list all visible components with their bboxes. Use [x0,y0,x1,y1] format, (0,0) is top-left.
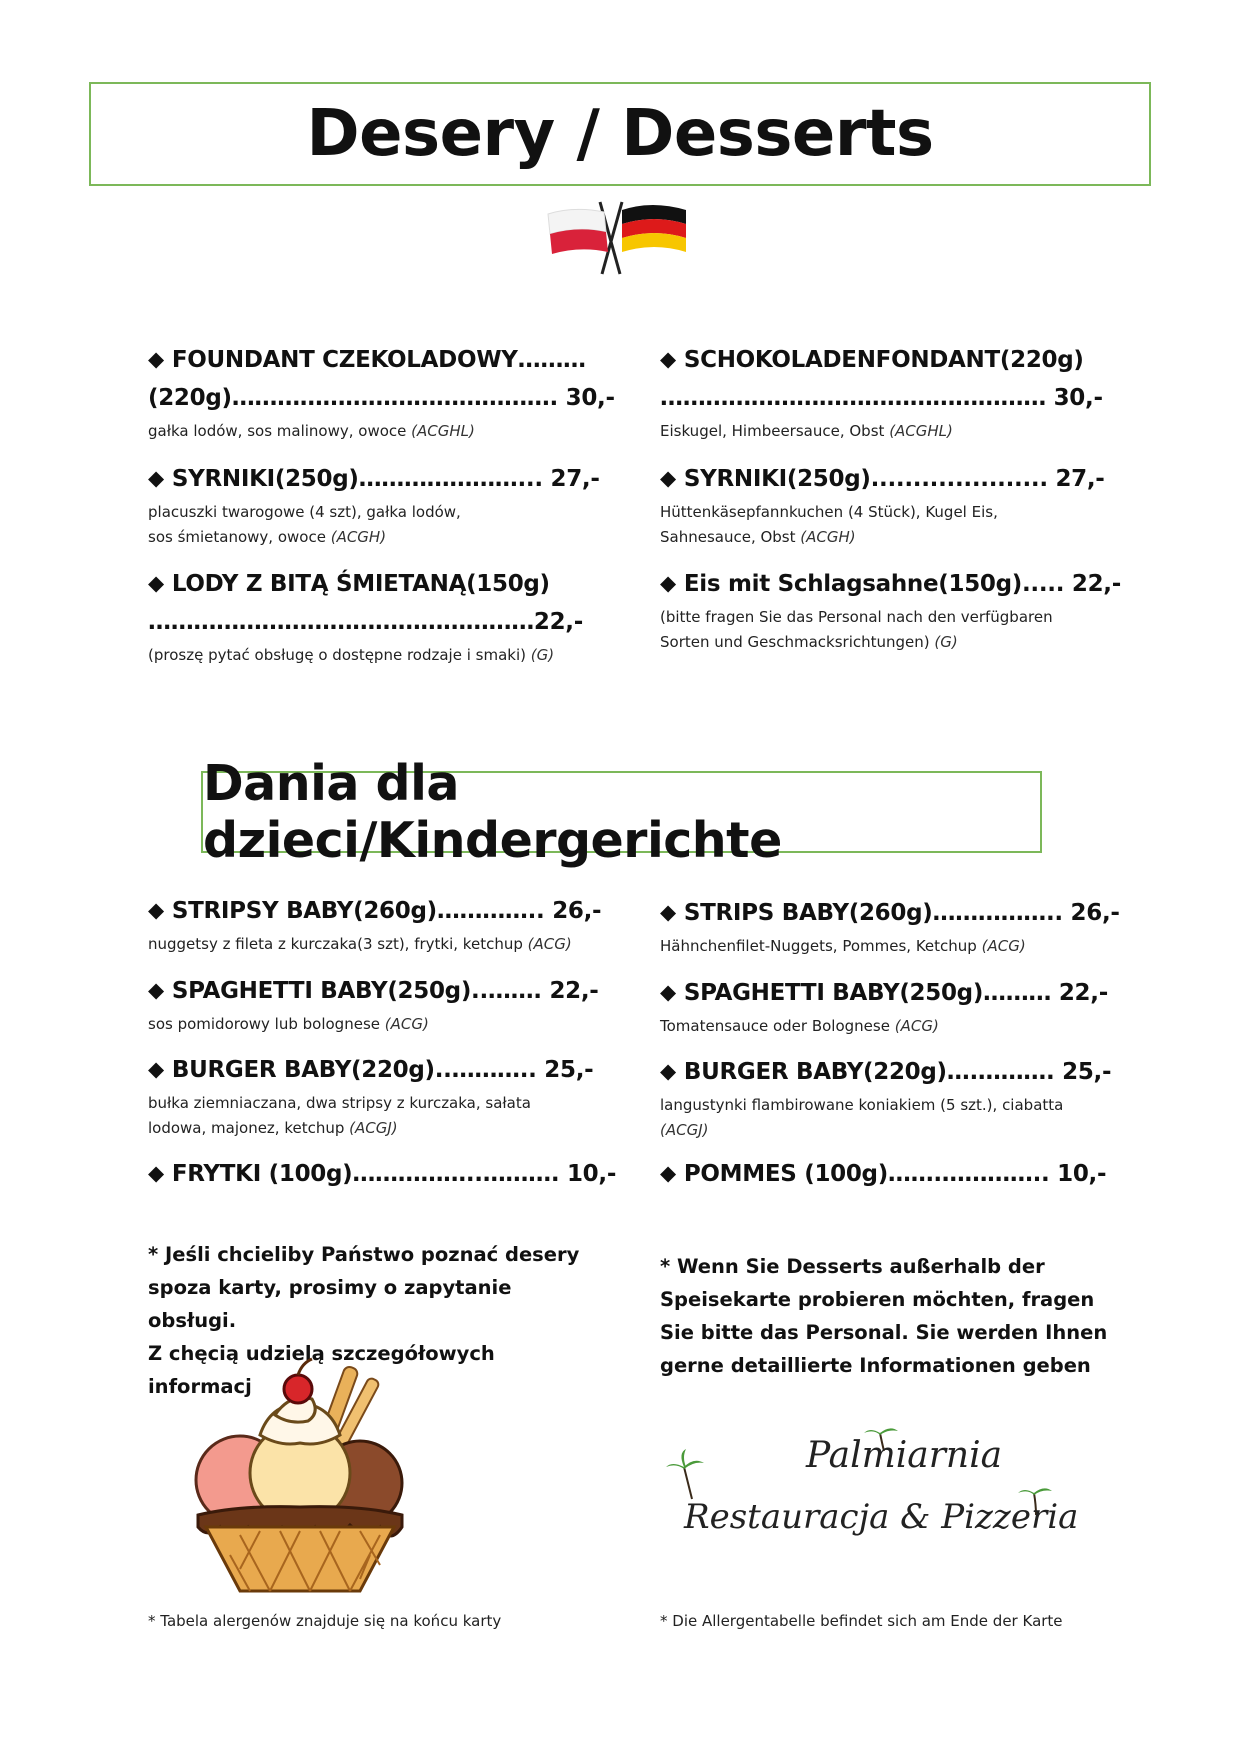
item-name: STRIPS BABY(260g)…………….. 26,- [683,900,1120,926]
menu-item [148,1155,618,1193]
item-allergens: (ACGHL) [889,422,953,440]
note-de [660,1250,1110,1382]
logo-line-2: Restauracja & Pizzeria [684,1497,1079,1537]
item-name: Eis mit Schlagsahne(150g)..... 22,- [683,571,1121,597]
note-line: Sie bitte das Personal. Sie werden Ihnen [660,1321,1108,1344]
menu-item [660,341,1130,444]
item-description: placuszki twarogowe (4 szt), gałka lodów, [148,503,461,521]
item-name: BURGER BABY(220g)….………. 25,- [683,1059,1112,1085]
item-name: SPAGHETTI BABY(250g)……… 22,- [683,980,1108,1006]
item-name: SYRNIKI(250g)…………………... 27,- [171,466,600,492]
diamond-bullet-icon: ◆ [660,571,676,595]
note-line: gerne detaillierte Informationen geben [660,1354,1091,1377]
item-description: Hähnchenfilet-Nuggets, Pommes, Ketchup [660,937,977,955]
polish-german-flags-icon [544,198,704,278]
menu-item [148,972,618,1037]
diamond-bullet-icon: ◆ [660,900,676,924]
item-name: FRYTKI (100g)……………..………. 10,- [171,1161,617,1187]
desserts-title: Desery / Desserts [306,97,934,171]
item-name: LODY Z BITĄ ŚMIETANĄ(150g) [171,571,550,597]
kids-title-frame [201,755,1042,869]
desserts-title-frame [89,82,1151,186]
item-allergens: (ACGHL) [411,422,475,440]
item-price-line: ……………………………………………22,- [148,609,583,635]
diamond-bullet-icon: ◆ [660,980,676,1004]
restaurant-logo [664,1425,1114,1550]
note-line: spoza karty, prosimy o zapytanie obsługi. [148,1276,512,1332]
item-allergens: (ACGJ) [660,1121,709,1139]
menu-item [660,1053,1130,1143]
item-allergens: (ACG) [527,935,572,953]
menu-item [660,1155,1130,1193]
item-price-line: …………………………………………… 30,- [660,385,1103,411]
kids-title: Dania dla dzieci/Kindergerichte [203,755,782,869]
item-allergens: (ACG) [894,1017,939,1035]
item-name: POMMES (100g)…….………….. 10,- [683,1161,1107,1187]
diamond-bullet-icon: ◆ [660,1161,676,1185]
item-name: SYRNIKI(250g)..................... 27,- [683,466,1105,492]
diamond-bullet-icon: ◆ [148,1161,164,1185]
note-line: * Wenn Sie Desserts außerhalb der [660,1255,1045,1278]
item-name: STRIPSY BABY(260g)………….. 26,- [171,898,602,924]
note-line: Speisekarte probieren möchten, fragen [660,1288,1095,1311]
item-description: sos pomidorowy lub bolognese [148,1015,380,1033]
note-line: Z chęcią udzielą szczegółowych informacj [148,1342,495,1398]
menu-item [148,1051,618,1141]
ice-cream-cup-icon [180,1355,420,1595]
diamond-bullet-icon: ◆ [148,571,164,595]
note-line: * Jeśli chcieliby Państwo poznać desery [148,1243,580,1266]
item-description-2: lodowa, majonez, ketchup [148,1119,345,1137]
menu-item [148,565,618,668]
item-description: bułka ziemniaczana, dwa stripsy z kurczaka, sałata [148,1094,531,1112]
menu-item [148,460,618,550]
diamond-bullet-icon: ◆ [148,898,164,922]
item-allergens: (ACGH) [800,528,856,546]
diamond-bullet-icon: ◆ [660,466,676,490]
diamond-bullet-icon: ◆ [148,466,164,490]
item-allergens: (ACG) [981,937,1026,955]
item-description: (proszę pytać obsługę o dostępne rodzaje i smaki) [148,646,526,664]
item-allergens: (ACG) [384,1015,429,1033]
item-name: SCHOKOLADENFONDANT(220g) [683,347,1084,373]
menu-item [660,894,1130,959]
diamond-bullet-icon: ◆ [660,347,676,371]
item-description-2: sos śmietanowy, owoce [148,528,326,546]
logo-line-1: Palmiarnia [806,1435,1003,1476]
item-allergens: (G) [530,646,555,664]
item-description-2: Sahnesauce, Obst [660,528,796,546]
item-name: FOUNDANT CZEKOLADOWY……… [171,347,586,373]
diamond-bullet-icon: ◆ [148,347,164,371]
item-allergens: (ACGH) [330,528,387,546]
menu-item [660,974,1130,1039]
item-allergens: (G) [934,633,958,651]
item-allergens: (ACGJ) [349,1119,398,1137]
diamond-bullet-icon: ◆ [148,1057,164,1081]
item-description: (bitte fragen Sie das Personal nach den verfügbaren [660,608,1053,626]
diamond-bullet-icon: ◆ [660,1059,676,1083]
item-description: Hüttenkäsepfannkuchen (4 Stück), Kugel Eis, [660,503,998,521]
diamond-bullet-icon: ◆ [148,978,164,1002]
item-description: Eiskugel, Himbeersauce, Obst [660,422,885,440]
item-description: Tomatensauce oder Bolognese [660,1017,890,1035]
menu-item [148,341,618,444]
item-description: gałka lodów, sos malinowy, owoce [148,422,407,440]
menu-item [660,565,1130,655]
item-description-2: Sorten und Geschmacksrichtungen) [660,633,930,651]
item-price-line: (220g)……………………………………. 30,- [148,385,615,411]
item-name: SPAGHETTI BABY(250g)..……. 22,- [171,978,599,1004]
allergen-footnote-pl: * Tabela alergenów znajduje się na końcu karty [148,1612,502,1630]
allergen-footnote-de: * Die Allergentabelle befindet sich am Ende der Karte [660,1612,1063,1630]
item-name: BURGER BABY(220g)..……….. 25,- [171,1057,594,1083]
menu-item [148,892,618,957]
item-description: nuggetsy z fileta z kurczaka(3 szt), frytki, ketchup [148,935,523,953]
item-description: langustynki flambirowane koniakiem (5 szt.), ciabatta [660,1096,1064,1114]
menu-item [660,460,1130,550]
